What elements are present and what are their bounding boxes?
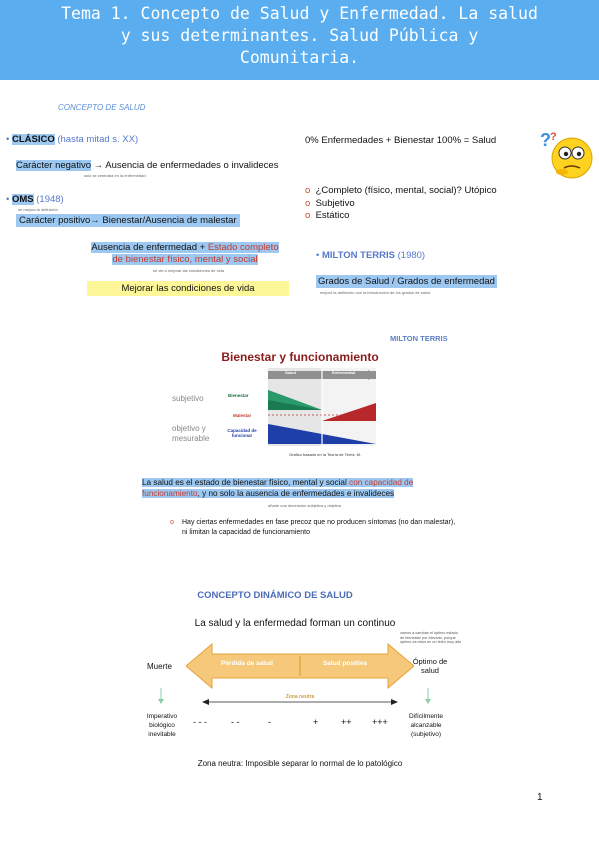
clasico-period: (hasta mitad s. XX) <box>57 134 139 145</box>
label-dificil: Difícilmente alcanzable (subjetivo) <box>409 713 443 738</box>
thinking-face-icon <box>538 128 594 180</box>
chart-caption: Gráfico basado en la Teoría de Terris, M. <box>289 452 362 457</box>
grados-label: Grados de Salud / Grados de enfermedad <box>318 276 495 287</box>
def-part-c: de bienestar físico, mental y social <box>112 254 258 265</box>
oms-year: (1948) <box>36 194 64 205</box>
terris-diagram <box>268 368 376 446</box>
terris-chart-title: Bienestar y funcionamiento <box>221 350 379 364</box>
scale-plus-3: +++ <box>372 717 388 727</box>
bullet: • <box>6 134 10 145</box>
def-part-b: Estado completo <box>207 242 279 253</box>
oms-definition <box>70 242 300 266</box>
oms-note: se mejora la definición <box>18 207 58 212</box>
clasico-label: CLÁSICO <box>11 134 55 145</box>
mejorar-box: Mejorar las condiciones de vida <box>87 281 289 296</box>
label-bienestar: Bienestar <box>228 393 249 398</box>
bullet: • <box>6 194 10 205</box>
label-perdida: Pérdida de salud <box>220 660 274 667</box>
header-line-2: y sus determinantes. Salud Pública y <box>120 26 479 45</box>
dinamico-footer: Zona neutra: Imposible separar lo normal de lo patológico <box>197 759 403 768</box>
label-zona: Zona neutra <box>272 694 328 700</box>
negativo-note: solo se centraba en la enfermedad <box>84 173 146 178</box>
terris-section-label: MILTON TERRIS <box>390 334 448 343</box>
label-subjetivo: subjetivo <box>172 394 204 403</box>
label-optimo: Óptimo de salud <box>412 657 448 675</box>
header-line-1: Tema 1. Concepto de Salud y Enfermedad. La salud <box>61 4 538 23</box>
col-salud: Salud <box>285 370 296 375</box>
col-enfermedad: Enfermedad <box>332 370 356 375</box>
page-header <box>0 0 599 80</box>
negativo-desc: → Ausencia de enfermedades o invalideces <box>93 160 279 171</box>
header-line-3: Comunitaria. <box>239 48 360 67</box>
concepto-title: CONCEPTO DE SALUD <box>58 103 146 112</box>
criticism-list <box>305 185 497 223</box>
negativo-label: Carácter negativo <box>16 160 91 171</box>
terris-line: • MILTON TERRIS (1980) <box>316 250 426 261</box>
def-note: se vie a mejorar las condiciones de vida <box>153 268 224 273</box>
positivo-label: Carácter positivo→ Bienestar/Ausencia de malestar <box>16 214 240 227</box>
terris-def-b: con capacidad de funcionamiento <box>142 478 414 498</box>
list-item: o Subjetivo <box>305 197 355 209</box>
formula: 0% Enfermedades + Bienestar 100% = Salud <box>305 135 497 146</box>
svg-text:?: ? <box>550 131 557 143</box>
oms-line <box>6 194 64 205</box>
label-muerte: Muerte <box>147 662 172 671</box>
side-note: vamos a cambiar el óptimo estado de bienestar por elevado, porque óptimo es estar en un feién muy alto <box>400 631 462 644</box>
terris-def-note: añade una dimensión subjetiva y objetiva <box>268 503 342 508</box>
scale-minus-1: - <box>268 717 271 727</box>
scale-plus-2: ++ <box>341 717 352 727</box>
terris-note: o Hay ciertas enfermedades en fase precoz que no producen síntomas (no dan malestar), ni limitan la capacidad de funcionamiento <box>170 519 456 536</box>
list-item: o Estático <box>305 210 350 221</box>
label-imperativo: Imperativo biológico inevitable <box>146 713 178 738</box>
terris-label: MILTON TERRIS <box>321 250 395 261</box>
scale-minus-3: - - - <box>193 717 207 727</box>
arrow-down-icon <box>157 688 165 704</box>
terris-def-c: , y no solo la ausencia de enfermedades e invalideces <box>197 488 395 498</box>
svg-text:?: ? <box>540 130 551 150</box>
scale-plus-1: + <box>313 717 319 727</box>
clasico-line <box>6 134 138 145</box>
grados-note: mejoró la definición con la introducción de los grados de salud <box>320 290 431 295</box>
terris-def-a: La salud es el estado de bienestar físico, mental y social <box>142 478 350 487</box>
terris-definition <box>142 478 454 499</box>
terris-year: (1980) <box>397 250 426 261</box>
list-item: o ¿Completo (físico, mental, social)? Utópico <box>305 185 497 196</box>
dinamico-subtitle: La salud y la enfermedad forman un continuo <box>194 618 396 629</box>
dinamico-title: CONCEPTO DINÁMICO DE SALUD <box>197 590 353 601</box>
label-objetivo: objetivo y mesurable <box>172 424 210 443</box>
negativo-line <box>16 160 278 171</box>
def-part-a: Ausencia de enfermedad + <box>91 242 208 253</box>
oms-label: OMS <box>11 194 34 205</box>
arrow-down-icon <box>424 688 432 704</box>
label-malestar: Malestar <box>233 413 252 418</box>
page-number: 1 <box>537 792 543 803</box>
label-positiva: Salud positiva <box>322 660 368 667</box>
label-capacidad: Capacidad de funcionar <box>227 428 257 438</box>
scale-minus-2: - - <box>231 717 240 727</box>
